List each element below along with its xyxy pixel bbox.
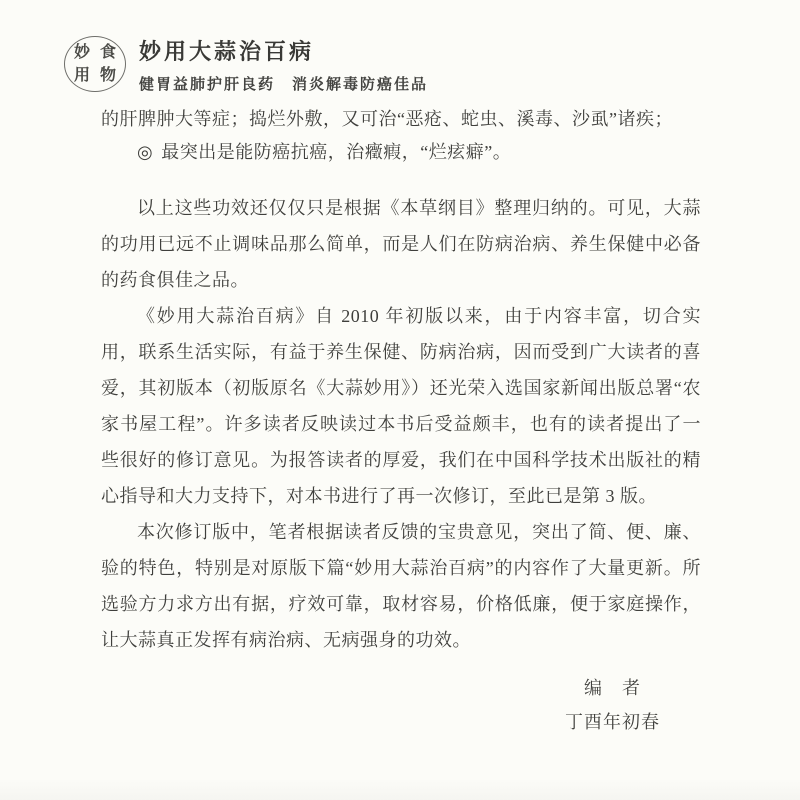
- body-text: [101, 103, 701, 658]
- paragraph-continuation: 的肝脾肿大等症；捣烂外敷，又可治“恶疮、蛇虫、溪毒、沙虱”诸疾；: [101, 109, 673, 129]
- header-text: [139, 34, 428, 94]
- book-title: 妙用大蒜治百病: [139, 39, 315, 64]
- paragraph-history: 《妙用大蒜治百病》自 2010 年初版以来，由于内容丰富，切合实用，联系生活实际，有益于养生保健、防病治病，因而受到广大读者的喜爱，其初版本（初版原名《大蒜妙用》）还光荣入选国家新闻出版总署“农家书屋工程”。许多读者反映读过本书后受益颇丰，也有的读者提出了一些很好的修订意见。为报答读者的厚爱，我们在中国科学技术出版社的精心指导和大力支持下，对本书进行了再一次修订，至此已是第 3 版。: [101, 306, 701, 506]
- page-header: [64, 34, 428, 94]
- paragraph-revision: 本次修订版中，笔者根据读者反馈的宝贵意见，突出了简、便、廉、验的特色，特别是对原版下篇“妙用大蒜治百病”的内容作了大量更新。所选验方力求方出有据，疗效可靠，取材容易，价格低廉，便于家庭操作，让大蒜真正发挥有病治病、无病强身的功效。: [101, 522, 701, 650]
- book-subtitle: 健胃益肺护肝良药 消炎解毒防癌佳品: [139, 77, 429, 93]
- bullet-paragraph: [101, 136, 701, 169]
- logo-char-2: 食: [99, 44, 116, 61]
- series-logo: [64, 36, 126, 92]
- logo-char-1: 妙: [73, 44, 90, 61]
- double-circle-bullet-icon: ◎: [137, 142, 154, 162]
- signature-date: 丁酉年初春: [565, 712, 660, 732]
- signature-author: 编 者: [584, 678, 641, 698]
- logo-char-3: 用: [73, 67, 90, 84]
- bullet-paragraph-text: 最突出是能防癌抗癌，治癥瘕，“烂痃癖”。: [161, 142, 512, 162]
- logo-char-4: 物: [99, 67, 116, 84]
- paragraph-summary: 以上这些功效还仅仅只是根据《本草纲目》整理归纳的。可见，大蒜的功用已远不止调味品那么简单，而是人们在防病治病、养生保健中必备的药食俱佳之品。: [101, 198, 701, 290]
- signature-block: [565, 671, 660, 739]
